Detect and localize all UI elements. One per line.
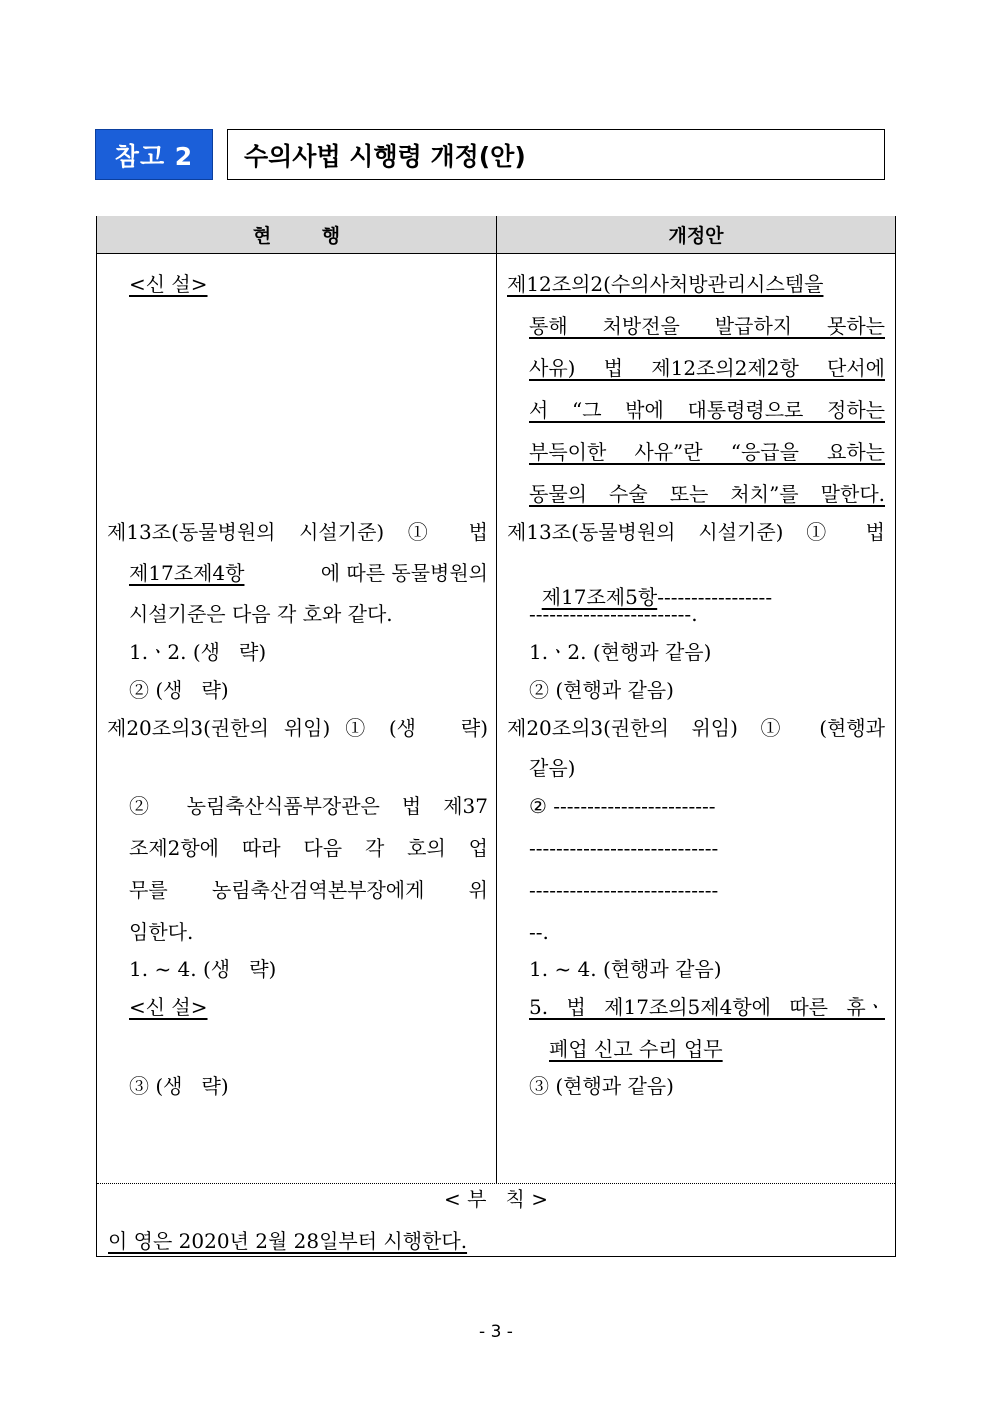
revised-line: 1. ~ 4. (현행과 같음) [529,957,722,981]
current-line: 1.ㆍ2. (생 략) [129,640,267,664]
revised-line: ③ (현행과 같음) [529,1074,674,1098]
supplementary-divider [97,1183,895,1184]
column-header-current: 현 행 [97,216,496,254]
current-line: ② 농림축산식품부장관은 법 제37 [129,794,488,818]
current-line [129,561,488,585]
current-line: <신 설> [129,272,208,296]
current-line: <신 설> [129,995,208,1019]
current-line: 무를 농림축산검역본부장에게 위 [129,878,488,902]
revised-line: ② (현행과 같음) [529,678,674,702]
revised-line: ---------------------------- [529,878,719,902]
column-header-revised: 개정안 [497,216,895,254]
revised-line: 부득이한 사유”란 “응급을 요하는 [529,440,885,464]
supplementary-title: < 부 칙 > [444,1187,548,1211]
revised-line: 통해 처방전을 발급하지 못하는 [529,314,885,338]
revised-line: ② ------------------------ [529,794,716,818]
revised-line: --. [529,920,549,944]
revised-line: ------------------------. [529,602,698,626]
revised-line: 같음) [529,756,576,780]
document-title: 수의사법 시행령 개정(안) [227,129,885,180]
revised-line: 서 “그 밖에 대통령령으로 정하는 [529,398,885,422]
current-line: 제13조(동물병원의 시설기준) ① 법 [107,520,488,544]
revised-dash-fill: ----------------- [657,585,773,609]
current-line: ② (생 략) [129,678,229,702]
current-line: 제20조의3(권한의 위임) ① (생 략) [107,716,488,740]
revised-line: 5. 법 제17조의5제4항에 따른 휴ㆍ [529,995,885,1019]
revised-line: 제20조의3(권한의 위임) ① (현행과 [507,716,885,740]
current-amended-ref: 제17조제4항 [129,561,245,585]
revised-line: 동물의 수술 또는 처치”를 말한다. [529,482,885,506]
revised-amended-ref: 제17조제5항 [541,585,658,609]
current-line-rest: 에 따른 동물병원의 [320,561,488,585]
current-line: 임한다. [129,920,194,944]
revised-line: 제13조(동물병원의 시설기준) ① 법 [507,520,885,544]
current-line: 조제2항에 따라 다음 각 호의 업 [129,836,488,860]
revised-line: 폐업 신고 수리 업무 [549,1037,723,1061]
supplementary-text: 이 영은 2020년 2월 28일부터 시행한다. [108,1229,468,1253]
revised-line: ---------------------------- [529,836,719,860]
current-line: 시설기준은 다음 각 호와 같다. [129,602,393,626]
reference-badge: 참고 2 [95,129,213,180]
current-line: 1. ~ 4. (생 략) [129,957,277,981]
current-line: ③ (생 략) [129,1074,229,1098]
revised-line: 1.ㆍ2. (현행과 같음) [529,640,712,664]
revised-line: 제12조의2(수의사처방관리시스템을 [507,272,824,296]
column-divider [496,216,497,1183]
revised-line: 사유) 법 제12조의2제2항 단서에 [529,356,885,380]
page-number: - 3 - [479,1322,513,1342]
